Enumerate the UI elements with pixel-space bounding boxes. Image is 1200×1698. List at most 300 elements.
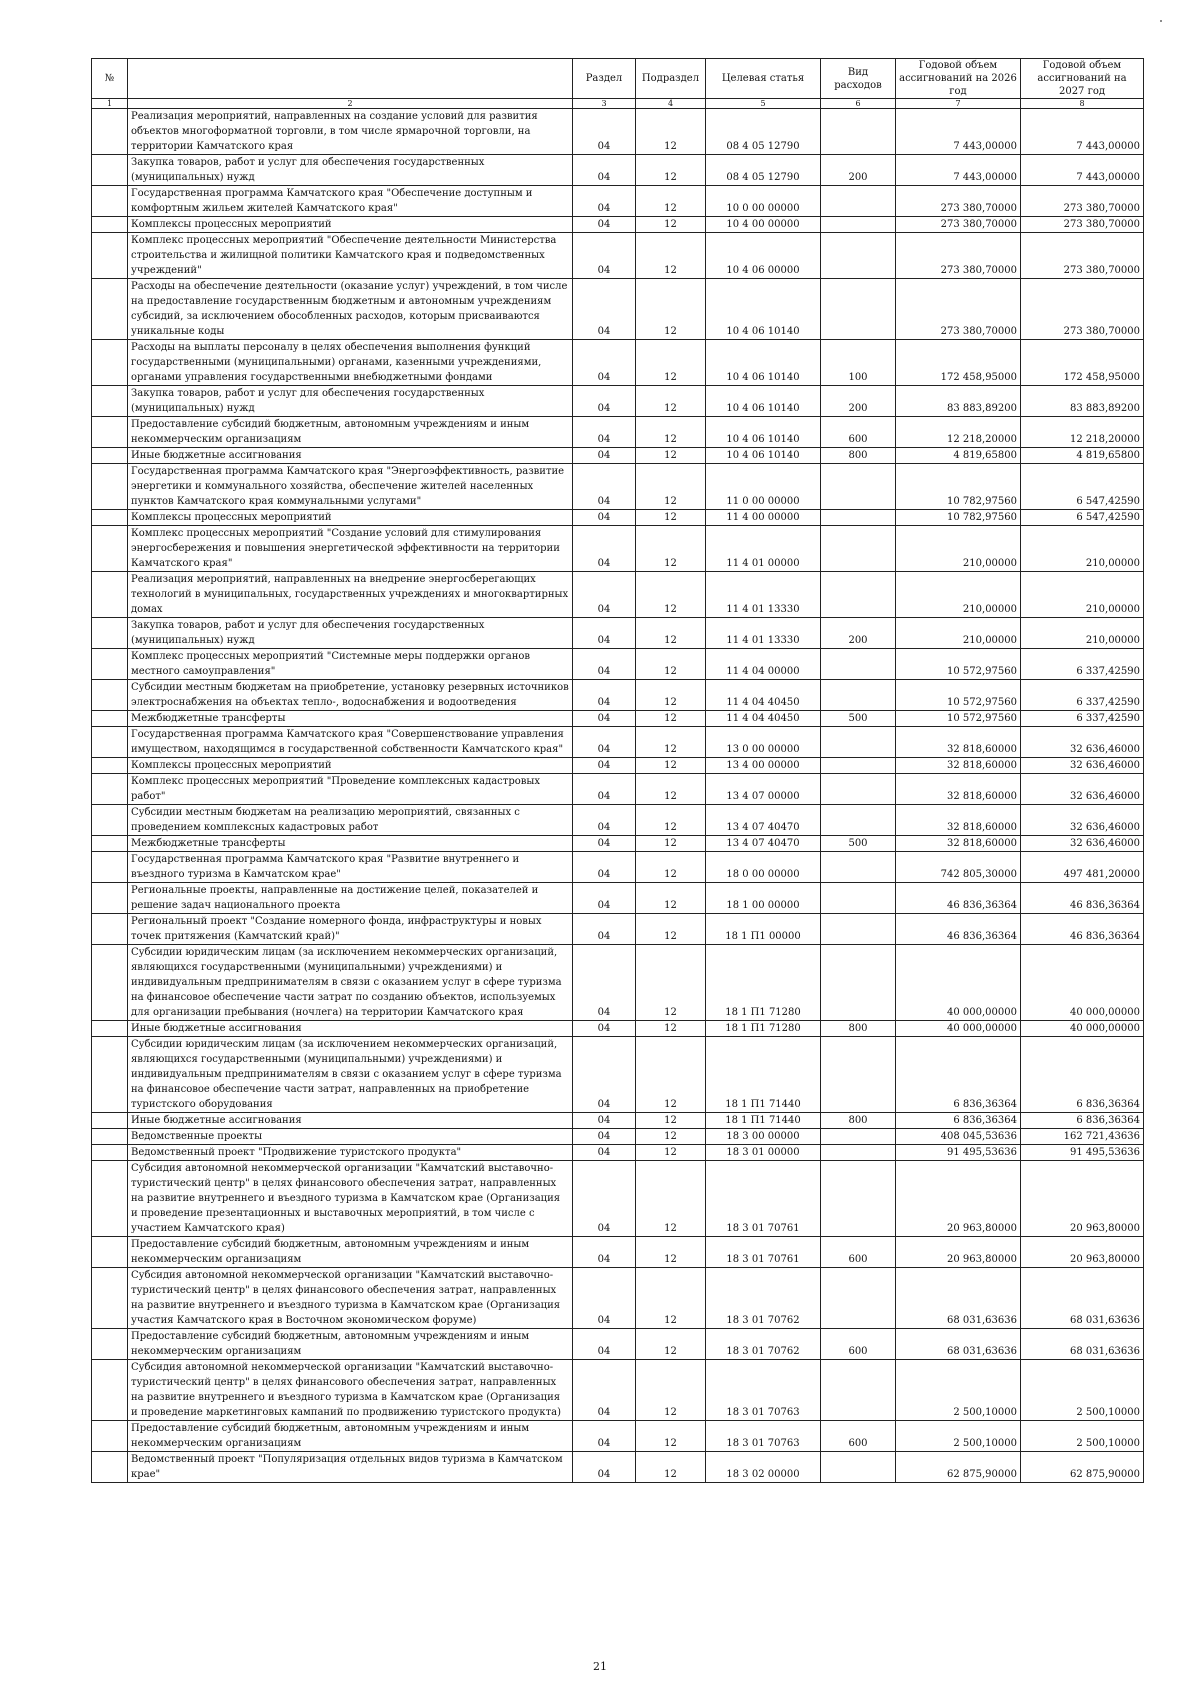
target-article-cell: 18 3 01 70761	[706, 1161, 821, 1237]
subsection-cell: 12	[636, 711, 706, 727]
target-article-cell: 13 4 07 40470	[706, 836, 821, 852]
amount-2027-cell: 7 443,00000	[1021, 109, 1144, 155]
item-name-cell: Комплекс процессных мероприятий "Проведение комплексных кадастровых работ"	[128, 774, 573, 805]
item-name-cell: Комплексы процессных мероприятий	[128, 510, 573, 526]
amount-2027-cell: 210,00000	[1021, 618, 1144, 649]
column-number: 7	[896, 99, 1021, 109]
expense-type-cell	[821, 510, 896, 526]
table-row	[92, 680, 1144, 711]
amount-2027-cell: 32 636,46000	[1021, 758, 1144, 774]
amount-2026-cell: 2 500,10000	[896, 1360, 1021, 1421]
header-name	[128, 59, 573, 99]
subsection-cell: 12	[636, 649, 706, 680]
amount-2026-cell: 62 875,90000	[896, 1452, 1021, 1483]
expense-type-cell: 600	[821, 1421, 896, 1452]
table-row	[92, 1329, 1144, 1360]
item-name-cell: Комплекс процессных мероприятий "Создание условий для стимулирования энергосбережения и повышения энергетической эффективности на территории Камчатского края"	[128, 526, 573, 572]
item-name-cell: Государственная программа Камчатского края "Энергоэффективность, развитие энергетики и коммунального хозяйства, обеспечение жителей населенных пунктов Камчатского края коммунальными услугами"	[128, 464, 573, 510]
target-article-cell: 18 1 П1 71280	[706, 945, 821, 1021]
amount-2027-cell: 32 636,46000	[1021, 836, 1144, 852]
section-cell: 04	[573, 217, 636, 233]
target-article-cell: 08 4 05 12790	[706, 109, 821, 155]
target-article-cell: 10 4 06 10140	[706, 417, 821, 448]
subsection-cell: 12	[636, 1021, 706, 1037]
column-number: 6	[821, 99, 896, 109]
subsection-cell: 12	[636, 526, 706, 572]
amount-2027-cell: 273 380,70000	[1021, 186, 1144, 217]
target-article-cell: 18 3 01 70763	[706, 1421, 821, 1452]
table-row	[92, 572, 1144, 618]
budget-table	[91, 58, 1144, 1483]
subsection-cell: 12	[636, 386, 706, 417]
target-article-cell: 11 4 04 00000	[706, 649, 821, 680]
row-number-cell	[92, 649, 128, 680]
table-row	[92, 711, 1144, 727]
section-cell: 04	[573, 233, 636, 279]
row-number-cell	[92, 1113, 128, 1129]
header-expense-type: Вид расходов	[821, 59, 896, 99]
expense-type-cell	[821, 1452, 896, 1483]
row-number-cell	[92, 526, 128, 572]
target-article-cell: 18 1 П1 71280	[706, 1021, 821, 1037]
table-row	[92, 279, 1144, 340]
table-row	[92, 883, 1144, 914]
amount-2027-cell: 32 636,46000	[1021, 727, 1144, 758]
table-row	[92, 1237, 1144, 1268]
amount-2026-cell: 40 000,00000	[896, 1021, 1021, 1037]
row-number-cell	[92, 1129, 128, 1145]
amount-2026-cell: 46 836,36364	[896, 914, 1021, 945]
subsection-cell: 12	[636, 510, 706, 526]
header-section: Раздел	[573, 59, 636, 99]
table-row	[92, 186, 1144, 217]
target-article-cell: 11 0 00 00000	[706, 464, 821, 510]
section-cell: 04	[573, 1129, 636, 1145]
column-number: 4	[636, 99, 706, 109]
header-vol-2026: Годовой объем ассигнований на 2026 год	[896, 59, 1021, 99]
subsection-cell: 12	[636, 233, 706, 279]
amount-2027-cell: 210,00000	[1021, 572, 1144, 618]
amount-2027-cell: 2 500,10000	[1021, 1360, 1144, 1421]
table-row	[92, 774, 1144, 805]
item-name-cell: Государственная программа Камчатского края "Развитие внутреннего и въездного туризма в Камчатском крае"	[128, 852, 573, 883]
item-name-cell: Комплекс процессных мероприятий "Системные меры поддержки органов местного самоуправления"	[128, 649, 573, 680]
row-number-cell	[92, 1145, 128, 1161]
amount-2026-cell: 408 045,53636	[896, 1129, 1021, 1145]
item-name-cell: Субсидии местным бюджетам на приобретение, установку резервных источников электроснабжения на объектах тепло-, водоснабжения и водоотведения	[128, 680, 573, 711]
column-number: 1	[92, 99, 128, 109]
table-row	[92, 340, 1144, 386]
table-row	[92, 914, 1144, 945]
amount-2026-cell: 83 883,89200	[896, 386, 1021, 417]
amount-2027-cell: 32 636,46000	[1021, 774, 1144, 805]
amount-2026-cell: 68 031,63636	[896, 1329, 1021, 1360]
expense-type-cell: 800	[821, 1021, 896, 1037]
expense-type-cell	[821, 680, 896, 711]
subsection-cell: 12	[636, 1237, 706, 1268]
item-name-cell: Комплексы процессных мероприятий	[128, 217, 573, 233]
amount-2027-cell: 6 836,36364	[1021, 1113, 1144, 1129]
amount-2026-cell: 32 818,60000	[896, 774, 1021, 805]
subsection-cell: 12	[636, 680, 706, 711]
amount-2026-cell: 4 819,65800	[896, 448, 1021, 464]
expense-type-cell	[821, 774, 896, 805]
item-name-cell: Расходы на выплаты персоналу в целях обеспечения выполнения функций государственными (муниципальными) органами, казенными учреждениями, органами управления государственными внебюджетными фондами	[128, 340, 573, 386]
row-number-cell	[92, 417, 128, 448]
expense-type-cell	[821, 279, 896, 340]
amount-2027-cell: 32 636,46000	[1021, 805, 1144, 836]
section-cell: 04	[573, 1237, 636, 1268]
target-article-cell: 10 4 06 10140	[706, 448, 821, 464]
subsection-cell: 12	[636, 109, 706, 155]
target-article-cell: 18 1 00 00000	[706, 883, 821, 914]
target-article-cell: 13 4 00 00000	[706, 758, 821, 774]
subsection-cell: 12	[636, 1329, 706, 1360]
subsection-cell: 12	[636, 572, 706, 618]
item-name-cell: Предоставление субсидий бюджетным, автономным учреждениям и иным некоммерческим организациям	[128, 417, 573, 448]
table-row	[92, 510, 1144, 526]
expense-type-cell	[821, 805, 896, 836]
target-article-cell: 10 4 06 10140	[706, 340, 821, 386]
subsection-cell: 12	[636, 1129, 706, 1145]
subsection-cell: 12	[636, 618, 706, 649]
table-row	[92, 727, 1144, 758]
item-name-cell: Закупка товаров, работ и услуг для обеспечения государственных (муниципальных) нужд	[128, 155, 573, 186]
target-article-cell: 18 1 П1 71440	[706, 1113, 821, 1129]
item-name-cell: Реализация мероприятий, направленных на создание условий для развития объектов многоформатной торговли, в том числе ярмарочной торговли, на территории Камчатского края	[128, 109, 573, 155]
amount-2026-cell: 6 836,36364	[896, 1113, 1021, 1129]
table-row	[92, 386, 1144, 417]
amount-2026-cell: 6 836,36364	[896, 1037, 1021, 1113]
amount-2027-cell: 210,00000	[1021, 526, 1144, 572]
expense-type-cell: 800	[821, 1113, 896, 1129]
expense-type-cell	[821, 852, 896, 883]
target-article-cell: 18 3 01 70761	[706, 1237, 821, 1268]
subsection-cell: 12	[636, 852, 706, 883]
target-article-cell: 13 4 07 40470	[706, 805, 821, 836]
target-article-cell: 18 3 00 00000	[706, 1129, 821, 1145]
section-cell: 04	[573, 914, 636, 945]
amount-2027-cell: 46 836,36364	[1021, 883, 1144, 914]
row-number-cell	[92, 155, 128, 186]
subsection-cell: 12	[636, 1268, 706, 1329]
subsection-cell: 12	[636, 1452, 706, 1483]
section-cell: 04	[573, 774, 636, 805]
target-article-cell: 11 4 04 40450	[706, 680, 821, 711]
amount-2026-cell: 32 818,60000	[896, 836, 1021, 852]
amount-2027-cell: 6 547,42590	[1021, 464, 1144, 510]
table-header-row	[92, 59, 1144, 99]
target-article-cell: 18 3 01 70762	[706, 1329, 821, 1360]
amount-2026-cell: 742 805,30000	[896, 852, 1021, 883]
item-name-cell: Иные бюджетные ассигнования	[128, 1113, 573, 1129]
table-row	[92, 1360, 1144, 1421]
target-article-cell: 18 1 П1 71440	[706, 1037, 821, 1113]
table-row	[92, 526, 1144, 572]
target-article-cell: 11 4 01 00000	[706, 526, 821, 572]
row-number-cell	[92, 836, 128, 852]
amount-2026-cell: 10 782,97560	[896, 464, 1021, 510]
section-cell: 04	[573, 1145, 636, 1161]
subsection-cell: 12	[636, 1145, 706, 1161]
row-number-cell	[92, 386, 128, 417]
table-row	[92, 649, 1144, 680]
item-name-cell: Комплексы процессных мероприятий	[128, 758, 573, 774]
amount-2027-cell: 68 031,63636	[1021, 1268, 1144, 1329]
subsection-cell: 12	[636, 155, 706, 186]
section-cell: 04	[573, 852, 636, 883]
amount-2026-cell: 10 572,97560	[896, 649, 1021, 680]
header-subsection: Подраздел	[636, 59, 706, 99]
target-article-cell: 10 4 06 10140	[706, 386, 821, 417]
expense-type-cell	[821, 233, 896, 279]
header-vol-2027: Годовой объем ассигнований на 2027 год	[1021, 59, 1144, 99]
section-cell: 04	[573, 417, 636, 448]
amount-2027-cell: 6 337,42590	[1021, 680, 1144, 711]
amount-2026-cell: 273 380,70000	[896, 233, 1021, 279]
table-row	[92, 1021, 1144, 1037]
subsection-cell: 12	[636, 279, 706, 340]
expense-type-cell: 600	[821, 1329, 896, 1360]
subsection-cell: 12	[636, 464, 706, 510]
subsection-cell: 12	[636, 217, 706, 233]
header-no: №	[92, 59, 128, 99]
amount-2027-cell: 6 547,42590	[1021, 510, 1144, 526]
target-article-cell: 10 0 00 00000	[706, 186, 821, 217]
amount-2026-cell: 7 443,00000	[896, 155, 1021, 186]
amount-2027-cell: 6 337,42590	[1021, 649, 1144, 680]
expense-type-cell: 600	[821, 417, 896, 448]
subsection-cell: 12	[636, 1360, 706, 1421]
target-article-cell: 18 0 00 00000	[706, 852, 821, 883]
expense-type-cell	[821, 1268, 896, 1329]
target-article-cell: 18 3 02 00000	[706, 1452, 821, 1483]
expense-type-cell: 200	[821, 155, 896, 186]
row-number-cell	[92, 448, 128, 464]
expense-type-cell	[821, 945, 896, 1021]
table-row	[92, 217, 1144, 233]
row-number-cell	[92, 233, 128, 279]
target-article-cell: 18 3 01 70763	[706, 1360, 821, 1421]
target-article-cell: 11 4 00 00000	[706, 510, 821, 526]
subsection-cell: 12	[636, 1113, 706, 1129]
item-name-cell: Государственная программа Камчатского края "Обеспечение доступным и комфортным жильем жителей Камчатского края"	[128, 186, 573, 217]
table-row	[92, 805, 1144, 836]
section-cell: 04	[573, 758, 636, 774]
column-number: 2	[128, 99, 573, 109]
item-name-cell: Закупка товаров, работ и услуг для обеспечения государственных (муниципальных) нужд	[128, 386, 573, 417]
subsection-cell: 12	[636, 340, 706, 386]
row-number-cell	[92, 883, 128, 914]
expense-type-cell	[821, 758, 896, 774]
section-cell: 04	[573, 510, 636, 526]
amount-2026-cell: 10 572,97560	[896, 680, 1021, 711]
section-cell: 04	[573, 448, 636, 464]
expense-type-cell: 200	[821, 386, 896, 417]
row-number-cell	[92, 279, 128, 340]
subsection-cell: 12	[636, 805, 706, 836]
expense-type-cell	[821, 1161, 896, 1237]
expense-type-cell: 600	[821, 1237, 896, 1268]
amount-2026-cell: 172 458,95000	[896, 340, 1021, 386]
subsection-cell: 12	[636, 1037, 706, 1113]
item-name-cell: Субсидии юридическим лицам (за исключением некоммерческих организаций, являющихся государственными (муниципальными) учреждениями) и индивидуальным предпринимателям в связи с оказанием услуг в сфере туризма на финансовое обеспечение части затрат, направленных на приобретение туристского оборудования	[128, 1037, 573, 1113]
item-name-cell: Ведомственные проекты	[128, 1129, 573, 1145]
subsection-cell: 12	[636, 727, 706, 758]
section-cell: 04	[573, 109, 636, 155]
section-cell: 04	[573, 526, 636, 572]
amount-2027-cell: 68 031,63636	[1021, 1329, 1144, 1360]
section-cell: 04	[573, 1113, 636, 1129]
expense-type-cell	[821, 649, 896, 680]
item-name-cell: Субсидии местным бюджетам на реализацию мероприятий, связанных с проведением комплексных кадастровых работ	[128, 805, 573, 836]
amount-2026-cell: 12 218,20000	[896, 417, 1021, 448]
section-cell: 04	[573, 572, 636, 618]
row-number-cell	[92, 340, 128, 386]
target-article-cell: 10 4 06 10140	[706, 279, 821, 340]
amount-2026-cell: 210,00000	[896, 572, 1021, 618]
section-cell: 04	[573, 386, 636, 417]
amount-2026-cell: 273 380,70000	[896, 279, 1021, 340]
table-row	[92, 618, 1144, 649]
row-number-cell	[92, 680, 128, 711]
amount-2026-cell: 32 818,60000	[896, 758, 1021, 774]
amount-2027-cell: 91 495,53636	[1021, 1145, 1144, 1161]
section-cell: 04	[573, 805, 636, 836]
subsection-cell: 12	[636, 914, 706, 945]
expense-type-cell	[821, 1360, 896, 1421]
section-cell: 04	[573, 1329, 636, 1360]
expense-type-cell: 200	[821, 618, 896, 649]
section-cell: 04	[573, 1360, 636, 1421]
amount-2027-cell: 7 443,00000	[1021, 155, 1144, 186]
amount-2027-cell: 46 836,36364	[1021, 914, 1144, 945]
section-cell: 04	[573, 1421, 636, 1452]
amount-2027-cell: 12 218,20000	[1021, 417, 1144, 448]
expense-type-cell	[821, 526, 896, 572]
subsection-cell: 12	[636, 836, 706, 852]
amount-2027-cell: 20 963,80000	[1021, 1161, 1144, 1237]
item-name-cell: Ведомственный проект "Продвижение туристского продукта"	[128, 1145, 573, 1161]
amount-2026-cell: 210,00000	[896, 618, 1021, 649]
table-row	[92, 417, 1144, 448]
row-number-cell	[92, 1452, 128, 1483]
section-cell: 04	[573, 1452, 636, 1483]
table-row	[92, 945, 1144, 1021]
expense-type-cell	[821, 1129, 896, 1145]
expense-type-cell	[821, 464, 896, 510]
item-name-cell: Межбюджетные трансферты	[128, 836, 573, 852]
target-article-cell: 08 4 05 12790	[706, 155, 821, 186]
row-number-cell	[92, 1161, 128, 1237]
row-number-cell	[92, 618, 128, 649]
item-name-cell: Государственная программа Камчатского края "Совершенствование управления имуществом, находящимся в государственной собственности Камчатского края"	[128, 727, 573, 758]
table-row	[92, 1037, 1144, 1113]
amount-2026-cell: 20 963,80000	[896, 1237, 1021, 1268]
column-number: 8	[1021, 99, 1144, 109]
subsection-cell: 12	[636, 417, 706, 448]
expense-type-cell: 800	[821, 448, 896, 464]
section-cell: 04	[573, 186, 636, 217]
row-number-cell	[92, 1421, 128, 1452]
item-name-cell: Региональные проекты, направленные на достижение целей, показателей и решение задач национального проекта	[128, 883, 573, 914]
column-number-row	[92, 99, 1144, 109]
target-article-cell: 18 3 01 00000	[706, 1145, 821, 1161]
target-article-cell: 10 4 00 00000	[706, 217, 821, 233]
table-row	[92, 448, 1144, 464]
amount-2027-cell: 20 963,80000	[1021, 1237, 1144, 1268]
expense-type-cell: 500	[821, 836, 896, 852]
table-row	[92, 109, 1144, 155]
scan-speck	[1160, 20, 1162, 22]
target-article-cell: 18 1 П1 00000	[706, 914, 821, 945]
amount-2027-cell: 40 000,00000	[1021, 1021, 1144, 1037]
item-name-cell: Предоставление субсидий бюджетным, автономным учреждениям и иным некоммерческим организациям	[128, 1421, 573, 1452]
section-cell: 04	[573, 836, 636, 852]
item-name-cell: Расходы на обеспечение деятельности (оказание услуг) учреждений, в том числе на предоставление государственным бюджетным и автономным учреждениям субсидий, за исключением обособленных расходов, которым присваиваются уникальные коды	[128, 279, 573, 340]
item-name-cell: Иные бюджетные ассигнования	[128, 1021, 573, 1037]
row-number-cell	[92, 1021, 128, 1037]
section-cell: 04	[573, 1021, 636, 1037]
item-name-cell: Региональный проект "Создание номерного фонда, инфраструктуры и новых точек притяжения (Камчатский край)"	[128, 914, 573, 945]
section-cell: 04	[573, 1161, 636, 1237]
table-row	[92, 1421, 1144, 1452]
subsection-cell: 12	[636, 1421, 706, 1452]
target-article-cell: 11 4 01 13330	[706, 618, 821, 649]
expense-type-cell	[821, 727, 896, 758]
item-name-cell: Предоставление субсидий бюджетным, автономным учреждениям и иным некоммерческим организациям	[128, 1237, 573, 1268]
row-number-cell	[92, 774, 128, 805]
header-target: Целевая статья	[706, 59, 821, 99]
item-name-cell: Субсидия автономной некоммерческой организации "Камчатский выставочно-туристический центр" в целях финансового обеспечения затрат, направленных на развитие внутреннего и въездного туризма в Камчатском крае (Организация и проведение презентационных и выставочных мероприятий, в том числе с участием Камчатского края)	[128, 1161, 573, 1237]
amount-2027-cell: 273 380,70000	[1021, 217, 1144, 233]
amount-2027-cell: 172 458,95000	[1021, 340, 1144, 386]
table-row	[92, 1268, 1144, 1329]
section-cell: 04	[573, 464, 636, 510]
amount-2027-cell: 4 819,65800	[1021, 448, 1144, 464]
section-cell: 04	[573, 1037, 636, 1113]
row-number-cell	[92, 914, 128, 945]
table-row	[92, 464, 1144, 510]
expense-type-cell	[821, 1145, 896, 1161]
amount-2027-cell: 273 380,70000	[1021, 233, 1144, 279]
amount-2027-cell: 83 883,89200	[1021, 386, 1144, 417]
item-name-cell: Субсидии юридическим лицам (за исключением некоммерческих организаций, являющихся государственными (муниципальными) учреждениями) и индивидуальным предпринимателям в связи с оказанием услуг в сфере туризма на финансовое обеспечение части затрат по созданию объектов, используемых для организации пребывания (ночлега) на территории Камчатского края	[128, 945, 573, 1021]
row-number-cell	[92, 1037, 128, 1113]
row-number-cell	[92, 758, 128, 774]
row-number-cell	[92, 572, 128, 618]
item-name-cell: Ведомственный проект "Популяризация отдельных видов туризма в Камчатском крае"	[128, 1452, 573, 1483]
target-article-cell: 11 4 04 40450	[706, 711, 821, 727]
table-body	[92, 109, 1144, 1483]
expense-type-cell	[821, 914, 896, 945]
row-number-cell	[92, 711, 128, 727]
section-cell: 04	[573, 279, 636, 340]
item-name-cell: Предоставление субсидий бюджетным, автономным учреждениям и иным некоммерческим организациям	[128, 1329, 573, 1360]
target-article-cell: 13 4 07 00000	[706, 774, 821, 805]
row-number-cell	[92, 217, 128, 233]
target-article-cell: 18 3 01 70762	[706, 1268, 821, 1329]
section-cell: 04	[573, 1268, 636, 1329]
section-cell: 04	[573, 727, 636, 758]
row-number-cell	[92, 109, 128, 155]
section-cell: 04	[573, 340, 636, 386]
subsection-cell: 12	[636, 883, 706, 914]
expense-type-cell: 500	[821, 711, 896, 727]
amount-2026-cell: 7 443,00000	[896, 109, 1021, 155]
amount-2026-cell: 2 500,10000	[896, 1421, 1021, 1452]
section-cell: 04	[573, 649, 636, 680]
